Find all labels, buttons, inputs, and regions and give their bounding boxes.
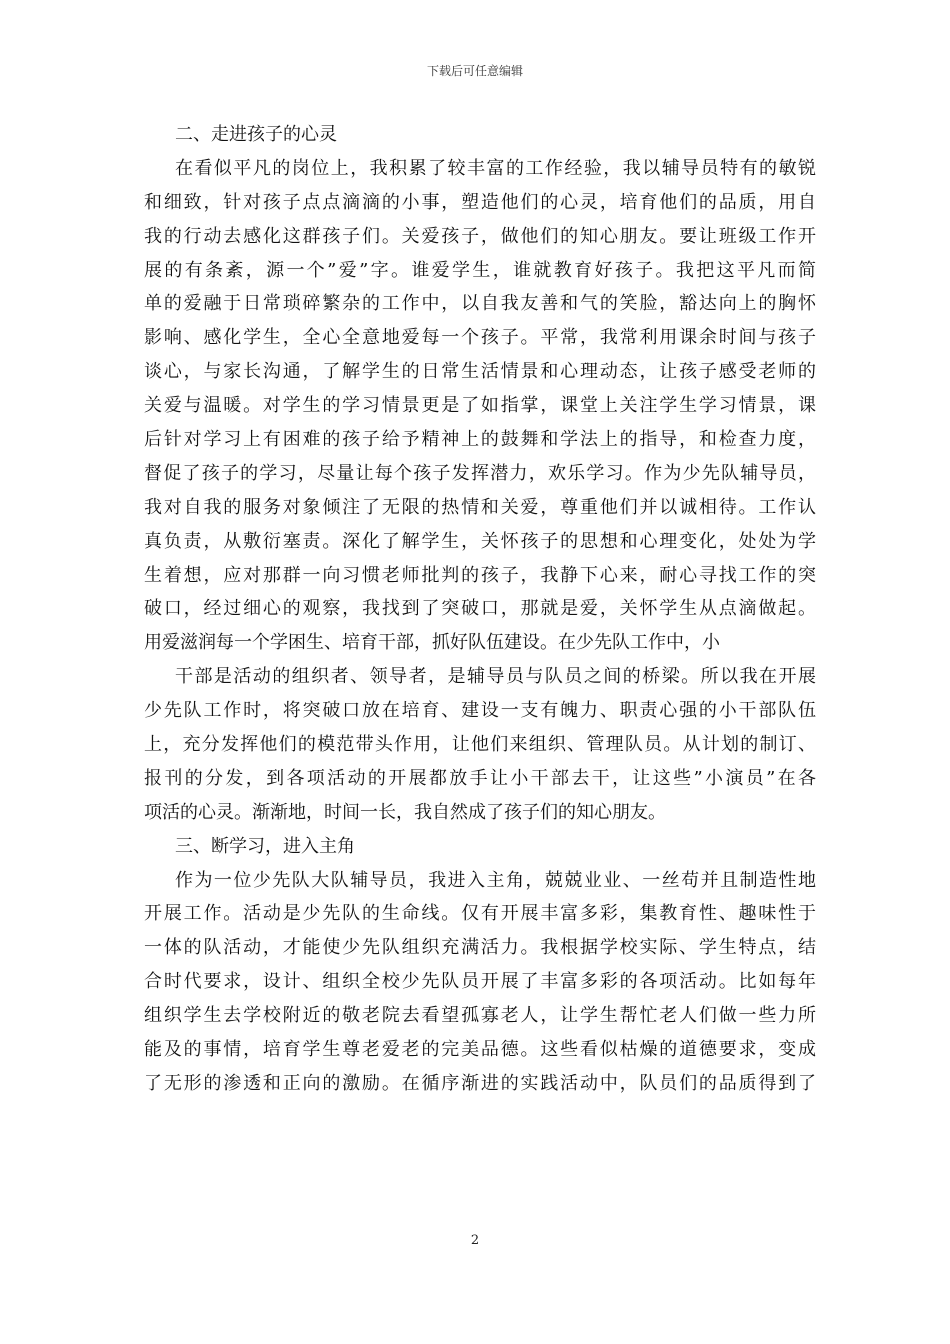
text-line: 督促了孩子的学习，尽量让每个孩子发挥潜力，欢乐学习。作为少先队辅导员， — [144, 462, 816, 484]
text-line: 项活的心灵。渐渐地，时间一长，我自然成了孩子们的知心朋友。 — [144, 801, 666, 823]
text-line: 在看似平凡的岗位上，我积累了较丰富的工作经验，我以辅导员特有的敏锐 — [175, 157, 816, 179]
text-line: 破口，经过细心的观察，我找到了突破口，那就是爱，关怀学生从点滴做起。 — [144, 598, 816, 620]
text-line: 我对自我的服务对象倾注了无限的热情和关爱，尊重他们并以诚相待。工作认 — [144, 496, 816, 518]
text-line: 组织学生去学校附近的敬老院去看望孤寡老人，让学生帮忙老人们做一些力所 — [144, 1005, 816, 1027]
text-line: 单的爱融于日常琐碎繁杂的工作中，以自我友善和气的笑脸，豁达向上的胸怀 — [144, 293, 816, 315]
text-line: 二、走进孩子的心灵 — [175, 124, 337, 145]
text-line: 用爱滋润每一个学困生、培育干部，抓好队伍建设。在少先队工作中，小 — [144, 632, 720, 654]
text-line: 后针对学习上有困难的孩子给予精神上的鼓舞和学法上的指导，和检查力度， — [144, 429, 816, 451]
text-line: 关爱与温暖。对学生的学习情景更是了如指掌，课堂上关注学生学习情景，课 — [144, 395, 816, 417]
text-line: 生着想，应对那群一向习惯老师批判的孩子，我静下心来，耐心寻找工作的突 — [144, 564, 816, 586]
text-line: 少先队工作时，将突破口放在培育、建设一支有魄力、职责心强的小干部队伍 — [144, 700, 816, 722]
text-line: 我的行动去感化这群孩子们。关爱孩子，做他们的知心朋友。要让班级工作开 — [144, 225, 816, 247]
text-line: 展的有条紊，源一个”爱”字。谁爱学生，谁就教育好孩子。我把这平凡而简 — [144, 259, 816, 281]
text-line: 报刊的分发，到各项活动的开展都放手让小干部去干，让这些”小演员”在各 — [144, 767, 816, 789]
text-line: 和细致，针对孩子点点滴滴的小事，塑造他们的心灵，培育他们的品质，用自 — [144, 191, 816, 213]
text-line: 谈心，与家长沟通，了解学生的日常生活情景和心理动态，让孩子感受老师的 — [144, 361, 816, 383]
text-line: 作为一位少先队大队辅导员，我进入主角，兢兢业业、一丝苟并且制造性地 — [175, 869, 816, 891]
text-line: 影响、感化学生，全心全意地爱每一个孩子。平常，我常利用课余时间与孩子 — [144, 327, 816, 349]
text-line: 合时代要求，设计、组织全校少先队员开展了丰富多彩的各项活动。比如每年 — [144, 971, 816, 993]
text-line: 上，充分发挥他们的模范带头作用，让他们来组织、管理队员。从计划的制订、 — [144, 734, 816, 756]
text-line: 一体的队活动，才能使少先队组织充满活力。我根据学校实际、学生特点，结 — [144, 937, 816, 959]
text-line: 了无形的渗透和正向的激励。在循序渐进的实践活动中，队员们的品质得到了 — [144, 1072, 816, 1094]
page-header: 下载后可任意编辑 — [426, 64, 523, 78]
text-line: 三、断学习，进入主角 — [175, 835, 355, 857]
text-line: 真负责，从敷衍塞责。深化了解学生，关怀孩子的思想和心理变化，处处为学 — [144, 530, 816, 552]
document-body — [144, 118, 816, 1101]
text-line: 能及的事情，培育学生尊老爱老的完美品德。这些看似枯燥的道德要求，变成 — [144, 1039, 816, 1061]
page-number: 2 — [470, 1233, 480, 1248]
text-line: 干部是活动的组织者、领导者，是辅导员与队员之间的桥梁。所以我在开展 — [175, 666, 816, 688]
text-line: 开展工作。活动是少先队的生命线。仅有开展丰富多彩，集教育性、趣味性于 — [144, 903, 816, 925]
